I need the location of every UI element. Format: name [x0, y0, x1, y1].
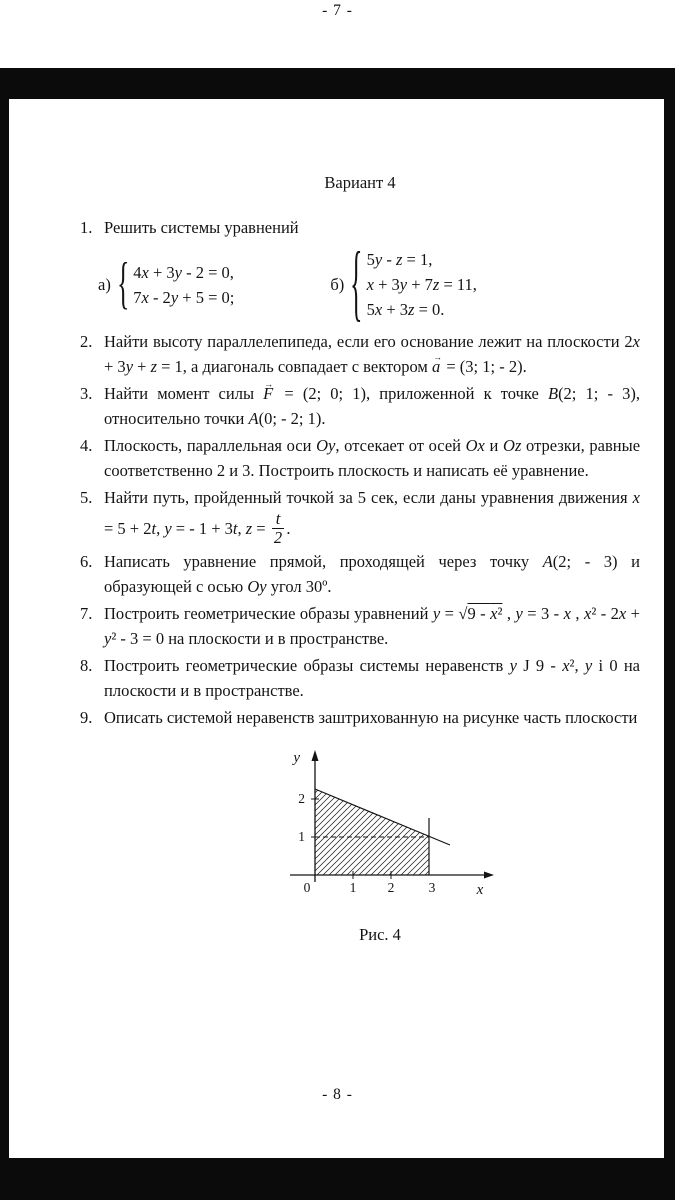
- problem-text: Найти путь, пройденный точкой за 5 сек, если даны уравнения движения x = 5 + 2t, y = - 1 + 3t, z = $\frac{t}{2}$ .: [104, 488, 640, 548]
- problem-text: Описать системой неравенств заштрихованную на рисунке часть плоскости: [104, 707, 638, 727]
- y-tick-label-2: 2: [298, 790, 305, 806]
- problem-number: 4.: [80, 436, 93, 455]
- equation: 7x - 2y + 5 = 0;: [133, 287, 235, 307]
- system-b: [330, 236, 477, 331]
- x-axis-arrow: [484, 871, 494, 878]
- scan-black-band-top: [0, 68, 675, 99]
- problem-number: 7.: [80, 603, 93, 623]
- problem-text: Построить геометрические образы уравнений $y = √9 - \overline{x}^2$ , y = 3 - x , x² - 2x + y² - 3 = 0 на плоскости и в пространстве.: [104, 603, 640, 648]
- y-axis-label: y: [293, 749, 300, 766]
- equation: x + 3y + 7z = 11,: [366, 275, 477, 294]
- document-content: [80, 170, 640, 947]
- equation-systems: [98, 236, 640, 331]
- left-brace: {: [116, 252, 130, 315]
- problem-text: Построить геометрические образы системы неравенств y J 9 - x², y i 0 на плоскости и в пространстве.: [104, 655, 640, 700]
- equation: 5x + 3z = 0.: [366, 300, 445, 319]
- scan-black-strip-left: [0, 68, 9, 1200]
- x-tick-label-1: 1: [349, 879, 357, 895]
- page-number-top: - 7 -: [322, 2, 353, 19]
- problem-number: 5.: [80, 488, 93, 507]
- x-tick-label-3: 3: [428, 879, 436, 895]
- figure-4: [260, 740, 500, 947]
- scan-black-band-bottom: [0, 1158, 675, 1200]
- problem-text: Решить системы уравнений: [104, 218, 299, 237]
- system-a-label: а): [98, 275, 111, 294]
- problem-9: [80, 705, 640, 730]
- problem-number: 3.: [80, 384, 93, 403]
- problem-number: 9.: [80, 707, 93, 727]
- y-tick-label-1: 1: [298, 828, 305, 844]
- problem-8: [80, 653, 640, 703]
- problem-text: Найти момент силы F → = (2; 0; 1), приложенной к точке B(2; 1; - 3), относительно точки A(0; - 2; 1).: [104, 384, 640, 428]
- y-axis-arrow: [312, 750, 319, 761]
- scan-black-strip-right: [664, 68, 675, 1200]
- problem-4: [80, 433, 640, 483]
- figure-plot: [260, 740, 500, 912]
- system-b-equations: [367, 247, 477, 322]
- problem-6: [80, 549, 640, 599]
- problem-number: 8.: [80, 655, 93, 675]
- problem-text: Плоскость, параллельная оси Oy, отсекает от осей Ox и Oz отрезки, равные соответственно 2 и 3. Построить плоскость и написать её уравнение.: [104, 436, 641, 480]
- system-a: [98, 252, 235, 315]
- equation: 5y - z = 1,: [366, 250, 433, 269]
- problem-3: [80, 381, 640, 431]
- problem-number: 2.: [80, 332, 93, 351]
- left-brace: {: [350, 236, 363, 331]
- equation: 4x + 3y - 2 = 0,: [133, 262, 234, 282]
- system-a-equations: [133, 260, 234, 310]
- problem-text: Написать уравнение прямой, проходящей через точку A(2; - 3) и образующей с осью Oy угол 30º.: [104, 551, 640, 596]
- figure-caption: Рис. 4: [359, 924, 401, 944]
- problem-2: [80, 329, 640, 379]
- x-tick-label-0: 0: [303, 879, 311, 895]
- hatched-region: [315, 789, 429, 875]
- problem-number: 1.: [80, 218, 93, 237]
- problem-5: [80, 485, 640, 547]
- page-title: Вариант 4: [324, 173, 396, 192]
- problem-7: [80, 601, 640, 651]
- system-b-label: б): [330, 275, 345, 294]
- problem-number: 6.: [80, 551, 93, 571]
- x-tick-label-2: 2: [387, 879, 395, 895]
- page-number-bottom: - 8 -: [322, 1086, 353, 1103]
- problem-text: Найти высоту параллелепипеда, если его основание лежит на плоскости 2x + 3y + z = 1, а диагональ совпадает с вектором a → = (3; 1; - 2).: [104, 332, 640, 376]
- x-axis-label: x: [476, 881, 484, 898]
